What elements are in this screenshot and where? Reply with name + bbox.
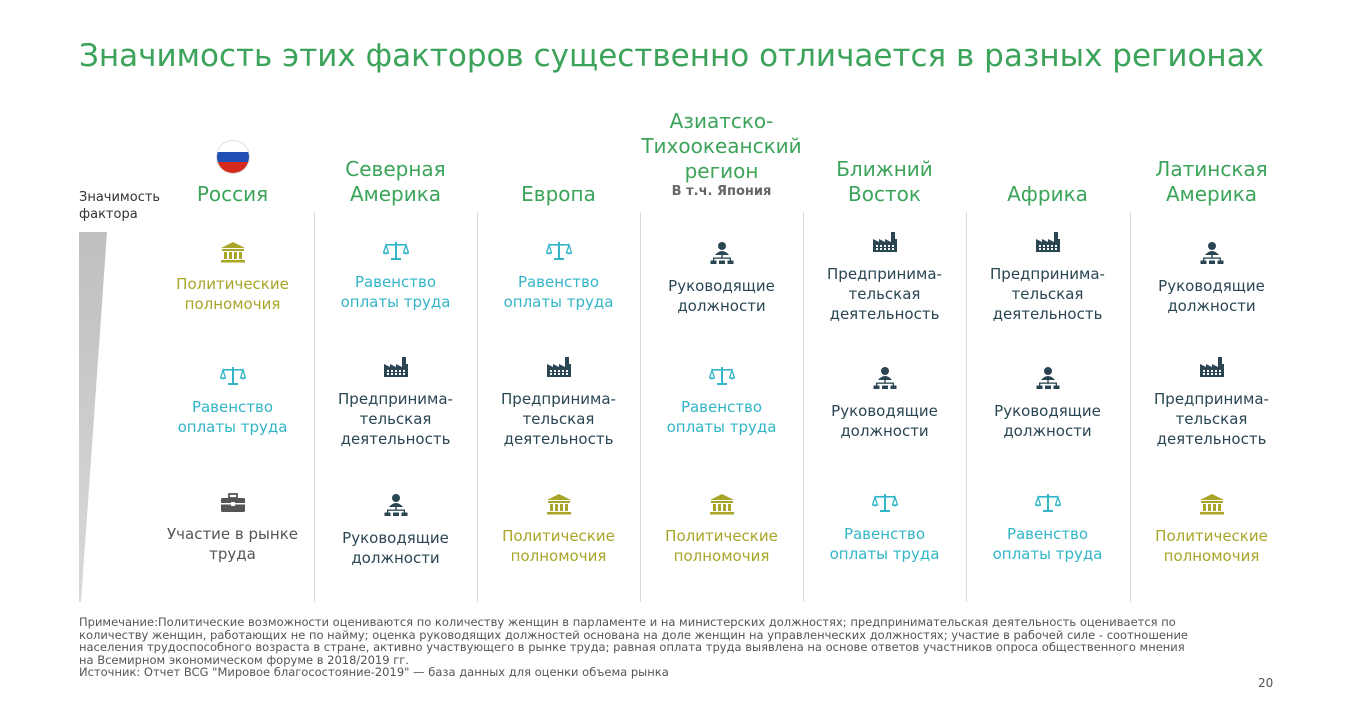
- region-name: Африка: [1007, 182, 1088, 206]
- factor-cell: [1130, 356, 1293, 449]
- factor-label: Политические полномочия: [502, 527, 615, 565]
- scales-icon: [314, 241, 477, 266]
- column-divider: [640, 212, 641, 602]
- region-name: Азиатско- Тихоокеанский регион В т.ч. Япония: [641, 109, 802, 199]
- region-name: Латинская Америка: [1155, 157, 1268, 206]
- factor-cell: [477, 356, 640, 449]
- factor-label: Предпринима- тельская деятельность: [1154, 390, 1269, 448]
- column-divider: [314, 212, 315, 602]
- factor-label: Политические полномочия: [665, 527, 778, 565]
- scales-icon: [966, 493, 1129, 518]
- scales-icon: [477, 241, 640, 266]
- factor-cell: [314, 241, 477, 312]
- government-building-icon: [1130, 493, 1293, 520]
- manager-org-chart-icon: [803, 366, 966, 395]
- factor-cell: [803, 366, 966, 441]
- factor-label: Руководящие должности: [1158, 277, 1265, 315]
- column-divider: [1130, 212, 1131, 602]
- region-header: [314, 0, 477, 207]
- region-header: [477, 0, 640, 207]
- importance-axis-label: Значимость фактора: [79, 190, 161, 222]
- manager-org-chart-icon: [314, 493, 477, 522]
- page-number: 20: [1258, 676, 1274, 690]
- scales-icon: [803, 493, 966, 518]
- factor-label: Равенство оплаты труда: [829, 525, 940, 563]
- factor-label: Руководящие должности: [831, 402, 938, 440]
- factor-label: Предпринима- тельская деятельность: [990, 265, 1105, 323]
- factor-label: Равенство оплаты труда: [666, 398, 777, 436]
- factory-icon: [477, 356, 640, 383]
- factor-cell: [640, 493, 803, 566]
- factor-label: Руководящие должности: [994, 402, 1101, 440]
- factor-label: Предпринима- тельская деятельность: [501, 390, 616, 448]
- factor-cell: [640, 241, 803, 316]
- manager-org-chart-icon: [640, 241, 803, 270]
- region-header: [966, 0, 1129, 207]
- factor-label: Руководящие должности: [342, 529, 449, 567]
- government-building-icon: [151, 241, 314, 268]
- factor-label: Участие в рынке труда: [167, 525, 298, 563]
- factor-label: Предпринима- тельская деятельность: [338, 390, 453, 448]
- scales-icon: [640, 366, 803, 391]
- scales-icon: [151, 366, 314, 391]
- factor-label: Равенство оплаты труда: [503, 273, 614, 311]
- region-name: Россия: [196, 182, 269, 206]
- factor-cell: [640, 366, 803, 437]
- region-header: [640, 0, 803, 207]
- factor-cell: [1130, 493, 1293, 566]
- factor-label: Предпринима- тельская деятельность: [827, 265, 942, 323]
- column-divider: [477, 212, 478, 602]
- factor-cell: [314, 356, 477, 449]
- briefcase-icon: [151, 493, 314, 518]
- factor-cell: [151, 241, 314, 314]
- factor-cell: [314, 493, 477, 568]
- factor-cell: [1130, 241, 1293, 316]
- factory-icon: [314, 356, 477, 383]
- government-building-icon: [477, 493, 640, 520]
- factory-icon: [966, 231, 1129, 258]
- region-header: [1130, 0, 1293, 207]
- importance-wedge: [79, 232, 107, 602]
- factor-cell: [803, 231, 966, 324]
- manager-org-chart-icon: [1130, 241, 1293, 270]
- factor-label: Равенство оплаты труда: [992, 525, 1103, 563]
- page-title: Значимость этих факторов существенно отличается в разных регионах: [79, 38, 1265, 74]
- factor-cell: [803, 493, 966, 564]
- factory-icon: [803, 231, 966, 258]
- factor-label: Политические полномочия: [176, 275, 289, 313]
- factor-cell: [966, 231, 1129, 324]
- factory-icon: [1130, 356, 1293, 383]
- column-divider: [803, 212, 804, 602]
- factor-cell: [966, 366, 1129, 441]
- region-header: [151, 0, 314, 207]
- factor-cell: [477, 241, 640, 312]
- factor-cell: [966, 493, 1129, 564]
- factor-label: Равенство оплаты труда: [340, 273, 451, 311]
- factor-label: Руководящие должности: [668, 277, 775, 315]
- factor-cell: [151, 493, 314, 564]
- region-header: [803, 0, 966, 207]
- factor-label: Равенство оплаты труда: [177, 398, 288, 436]
- factor-cell: [477, 493, 640, 566]
- footnote: Примечание:Политические возможности оцениваются по количеству женщин в парламенте и на министерских должностях; предпринимательская деятельность оценивается по количеству женщин, работающих не по найму; оценка руководящих должностей основана на доле женщин на управленческих должностях; участие в рабочей силе - соотношение населения трудоспособного возраста в стране, активно участвующего в рынке труда; равная оплата труда выявлена на основе ответов участников опроса общественного мнения на Всемирном экономическом форуме в 2018/2019 гг. Источник: Отчет BCG "Мировое благосостояние-2019" — база данных для оценки объема рынка: [79, 615, 1189, 679]
- region-subtitle: В т.ч. Япония: [671, 184, 772, 199]
- region-name: Европа: [521, 182, 596, 206]
- factor-cell: [151, 366, 314, 437]
- column-divider: [966, 212, 967, 602]
- manager-org-chart-icon: [966, 366, 1129, 395]
- region-name: Ближний Восток: [836, 157, 933, 206]
- factor-label: Политические полномочия: [1155, 527, 1268, 565]
- region-name: Северная Америка: [345, 157, 446, 206]
- government-building-icon: [640, 493, 803, 520]
